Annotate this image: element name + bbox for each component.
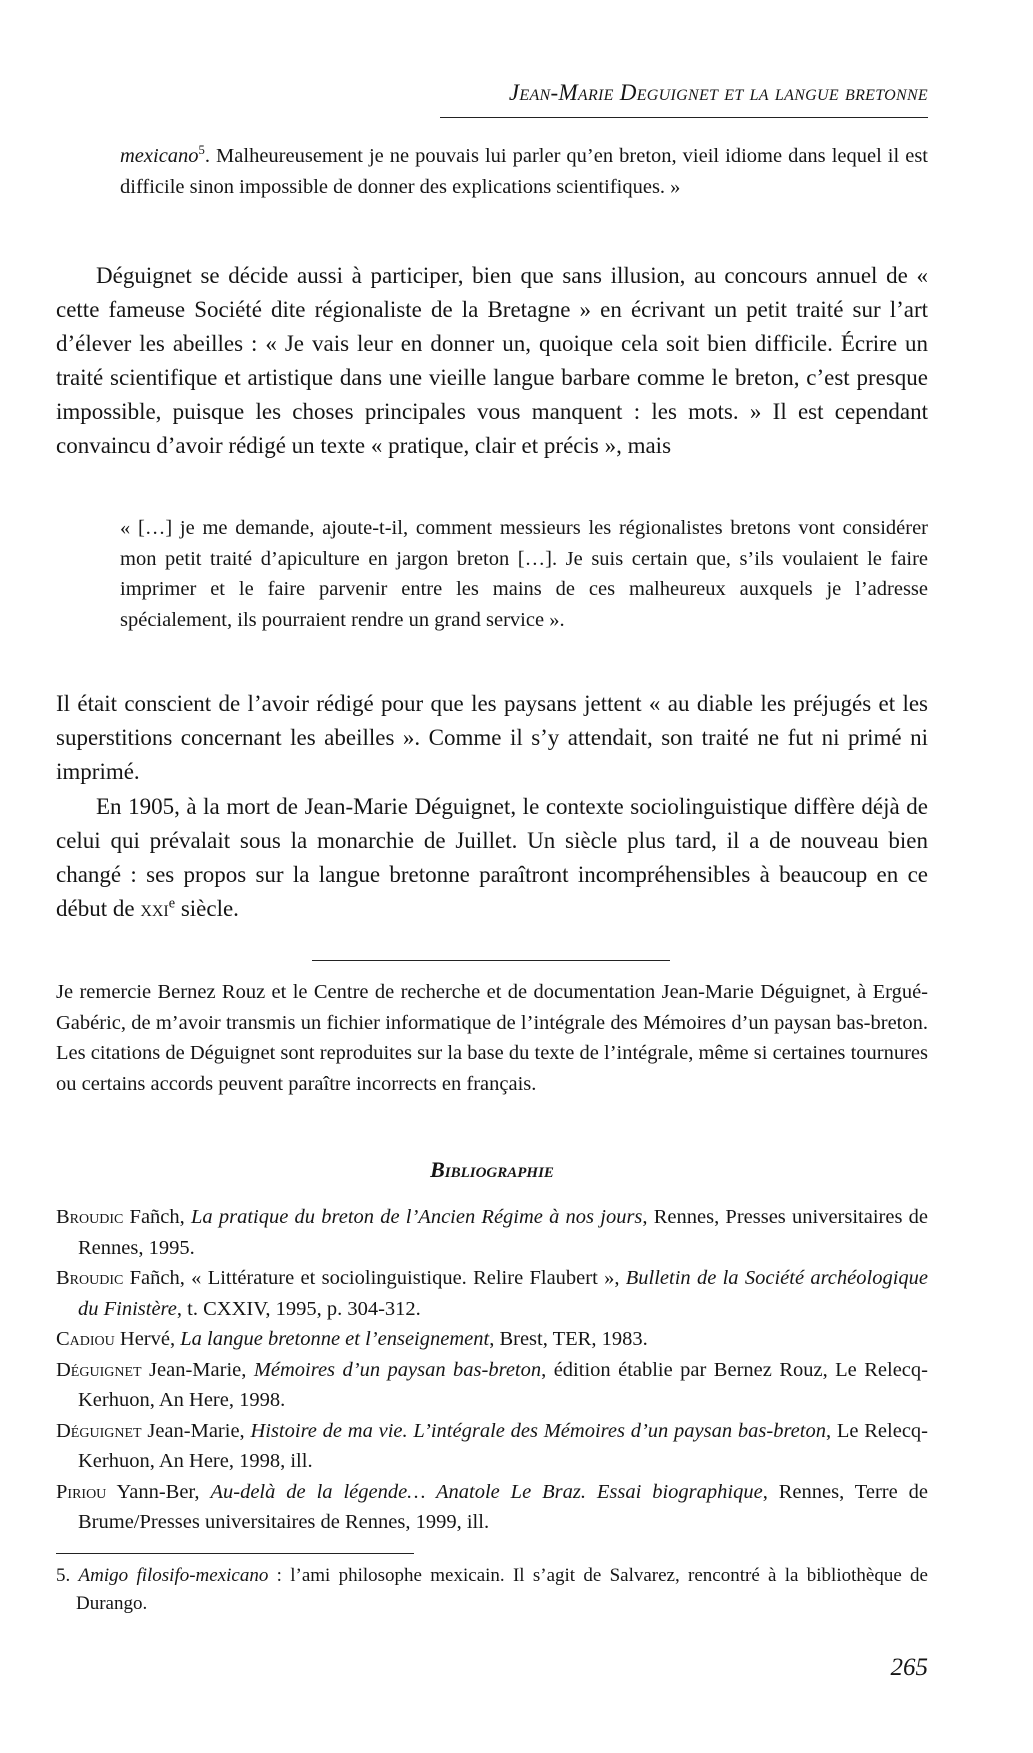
- bibliography-entry: [56, 1416, 928, 1477]
- quote-body: . Malheureusement je ne pouvais lui parler qu’en breton, vieil idiome dans lequel il est difficile sinon impossible de donner des explications scientifiques. »: [120, 145, 928, 198]
- paragraph-3-body: En 1905, à la mort de Jean-Marie Déguignet, le contexte sociolinguistique diffère déjà de celui qui prévalait sous la monarchie de Juillet. Un siècle plus tard, il a de nouveau bien changé : ses propos sur la langue bretonne paraîtront incompréhensibles à beaucoup en ce début de: [56, 794, 928, 921]
- paragraph-2: [56, 687, 928, 789]
- paragraph-1-text: Déguignet se décide aussi à participer, bien que sans illusion, au concours annuel de « cette fameuse Société dite régionaliste de la Bretagne » en écrivant un petit traité sur l’art d’élever les abeilles : « Je vais leur en donner un, quoique cela soit bien difficile. Écrire un traité scientifique et artistique dans une vieille langue barbare comme le breton, c’est presque impossible, puisque les choses principales vous manquent : les mots. » Il est cependant convaincu d’avoir rédigé un texte « pratique, clair et précis », mais: [56, 263, 928, 458]
- bib-title: La pratique du breton de l’Ancien Régime à nos jours: [191, 1206, 643, 1228]
- bib-author: Déguignet: [56, 1358, 142, 1381]
- bibliography-entry: [56, 1355, 928, 1416]
- quote-continuation: [120, 141, 928, 202]
- bib-author: Déguignet: [56, 1419, 142, 1442]
- bib-author: Piriou: [56, 1480, 107, 1503]
- bib-title: Mémoires d’un paysan bas-breton: [253, 1358, 542, 1381]
- bib-rest: , t. CXXIV, 1995, p. 304-312.: [176, 1297, 421, 1320]
- bibliography-entry: [56, 1324, 928, 1355]
- bib-title: La langue bretonne et l’enseignement: [180, 1328, 490, 1350]
- bib-first: Hervé,: [114, 1328, 181, 1350]
- page-number: 265: [890, 1654, 928, 1681]
- section-divider: [312, 960, 670, 961]
- bibliography-entry: [56, 1202, 928, 1263]
- bib-first: Fañch, « Littérature et sociolinguistique. Relire Flaubert »,: [123, 1267, 626, 1289]
- bib-author: Broudic: [56, 1267, 124, 1289]
- century-sup: e: [168, 895, 176, 912]
- quote-italic-word: mexicano: [120, 145, 199, 167]
- bib-first: Jean-Marie,: [141, 1358, 254, 1381]
- bib-title: Histoire de ma vie. L’intégrale des Mémoires d’un paysan bas-breton: [250, 1419, 826, 1442]
- paragraph-2-text: Il était conscient de l’avoir rédigé pour que les paysans jettent « au diable les préjugés et les superstitions concernant les abeilles ». Comme il s’y attendait, son traité ne fut ni primé ni imprimé.: [56, 691, 928, 784]
- quote-continuation-text: [120, 141, 928, 202]
- bib-first: Fañch,: [123, 1206, 191, 1228]
- footnote: [56, 1562, 928, 1618]
- bib-rest: , Rennes, Terre de Brume/Presses universitaires de Rennes, 1999, ill.: [78, 1480, 929, 1533]
- acknowledgement: [56, 977, 928, 1099]
- footnote-rule: [56, 1553, 414, 1554]
- footnote-term: Amigo filosifo-mexicano: [78, 1565, 269, 1586]
- bib-author: Cadiou: [56, 1328, 115, 1350]
- paragraph-3-text: [56, 790, 928, 926]
- bib-author: Broudic: [56, 1206, 124, 1228]
- block-quote: [120, 513, 928, 635]
- bibliography-entry: [56, 1477, 928, 1538]
- header-rule: [440, 117, 928, 118]
- bib-rest: , Brest, TER, 1983.: [489, 1328, 648, 1350]
- century-numeral: xxi: [140, 896, 169, 921]
- bibliography-list: [56, 1202, 928, 1538]
- bib-first: Yann-Ber,: [106, 1480, 211, 1503]
- running-header: Jean-Marie Deguignet et la langue bretonne: [508, 80, 928, 105]
- acknowledgement-text: Je remercie Bernez Rouz et le Centre de recherche et de documentation Jean-Marie Déguignet, à Ergué-Gabéric, de m’avoir transmis un fichier informatique de l’intégrale des Mémoires d’un paysan bas-breton. Les citations de Déguignet sont reproduites sur la base du texte de l’intégrale, même si certaines tournures ou certains accords peuvent paraître incorrects en français.: [56, 981, 928, 1095]
- bib-title: Au-delà de la légende… Anatole Le Braz. Essai biographique: [210, 1480, 763, 1503]
- footnote-ref[interactable]: 5: [198, 143, 205, 158]
- block-quote-text: « […] je me demande, ajoute-t-il, comment messieurs les régionalistes bretons vont considérer mon petit traité d’apiculture en jargon breton […]. Je suis certain que, s’ils voulaient le faire imprimer et le faire parvenir entre les mains de ces malheureux auxquels je l’adresse spécialement, ils pourraient rendre un grand service ».: [120, 517, 928, 631]
- paragraph-3-tail: siècle.: [175, 896, 239, 921]
- bib-rest: , Le Relecq-Kerhuon, An Here, 1998, ill.: [78, 1419, 928, 1472]
- bib-rest: , édition établie par Bernez Rouz, Le Relecq-Kerhuon, An Here, 1998.: [78, 1358, 928, 1411]
- footnote-text: : l’ami philosophe mexicain. Il s’agit de Salvarez, rencontré à la bibliothèque de Durango.: [76, 1565, 928, 1614]
- bib-rest: , Rennes, Presses universitaires de Rennes, 1995.: [78, 1206, 928, 1259]
- footnote-number: 5.: [56, 1565, 71, 1586]
- bibliography-title: Bibliographie: [430, 1157, 554, 1182]
- footnote-5: [56, 1562, 928, 1618]
- bib-title: Bulletin de la Société archéologique du Finistère: [78, 1267, 928, 1320]
- bibliography-entry: [56, 1263, 928, 1324]
- paragraph-3: [56, 790, 928, 926]
- bib-first: Jean-Marie,: [141, 1419, 251, 1442]
- paragraph-1: [56, 259, 928, 463]
